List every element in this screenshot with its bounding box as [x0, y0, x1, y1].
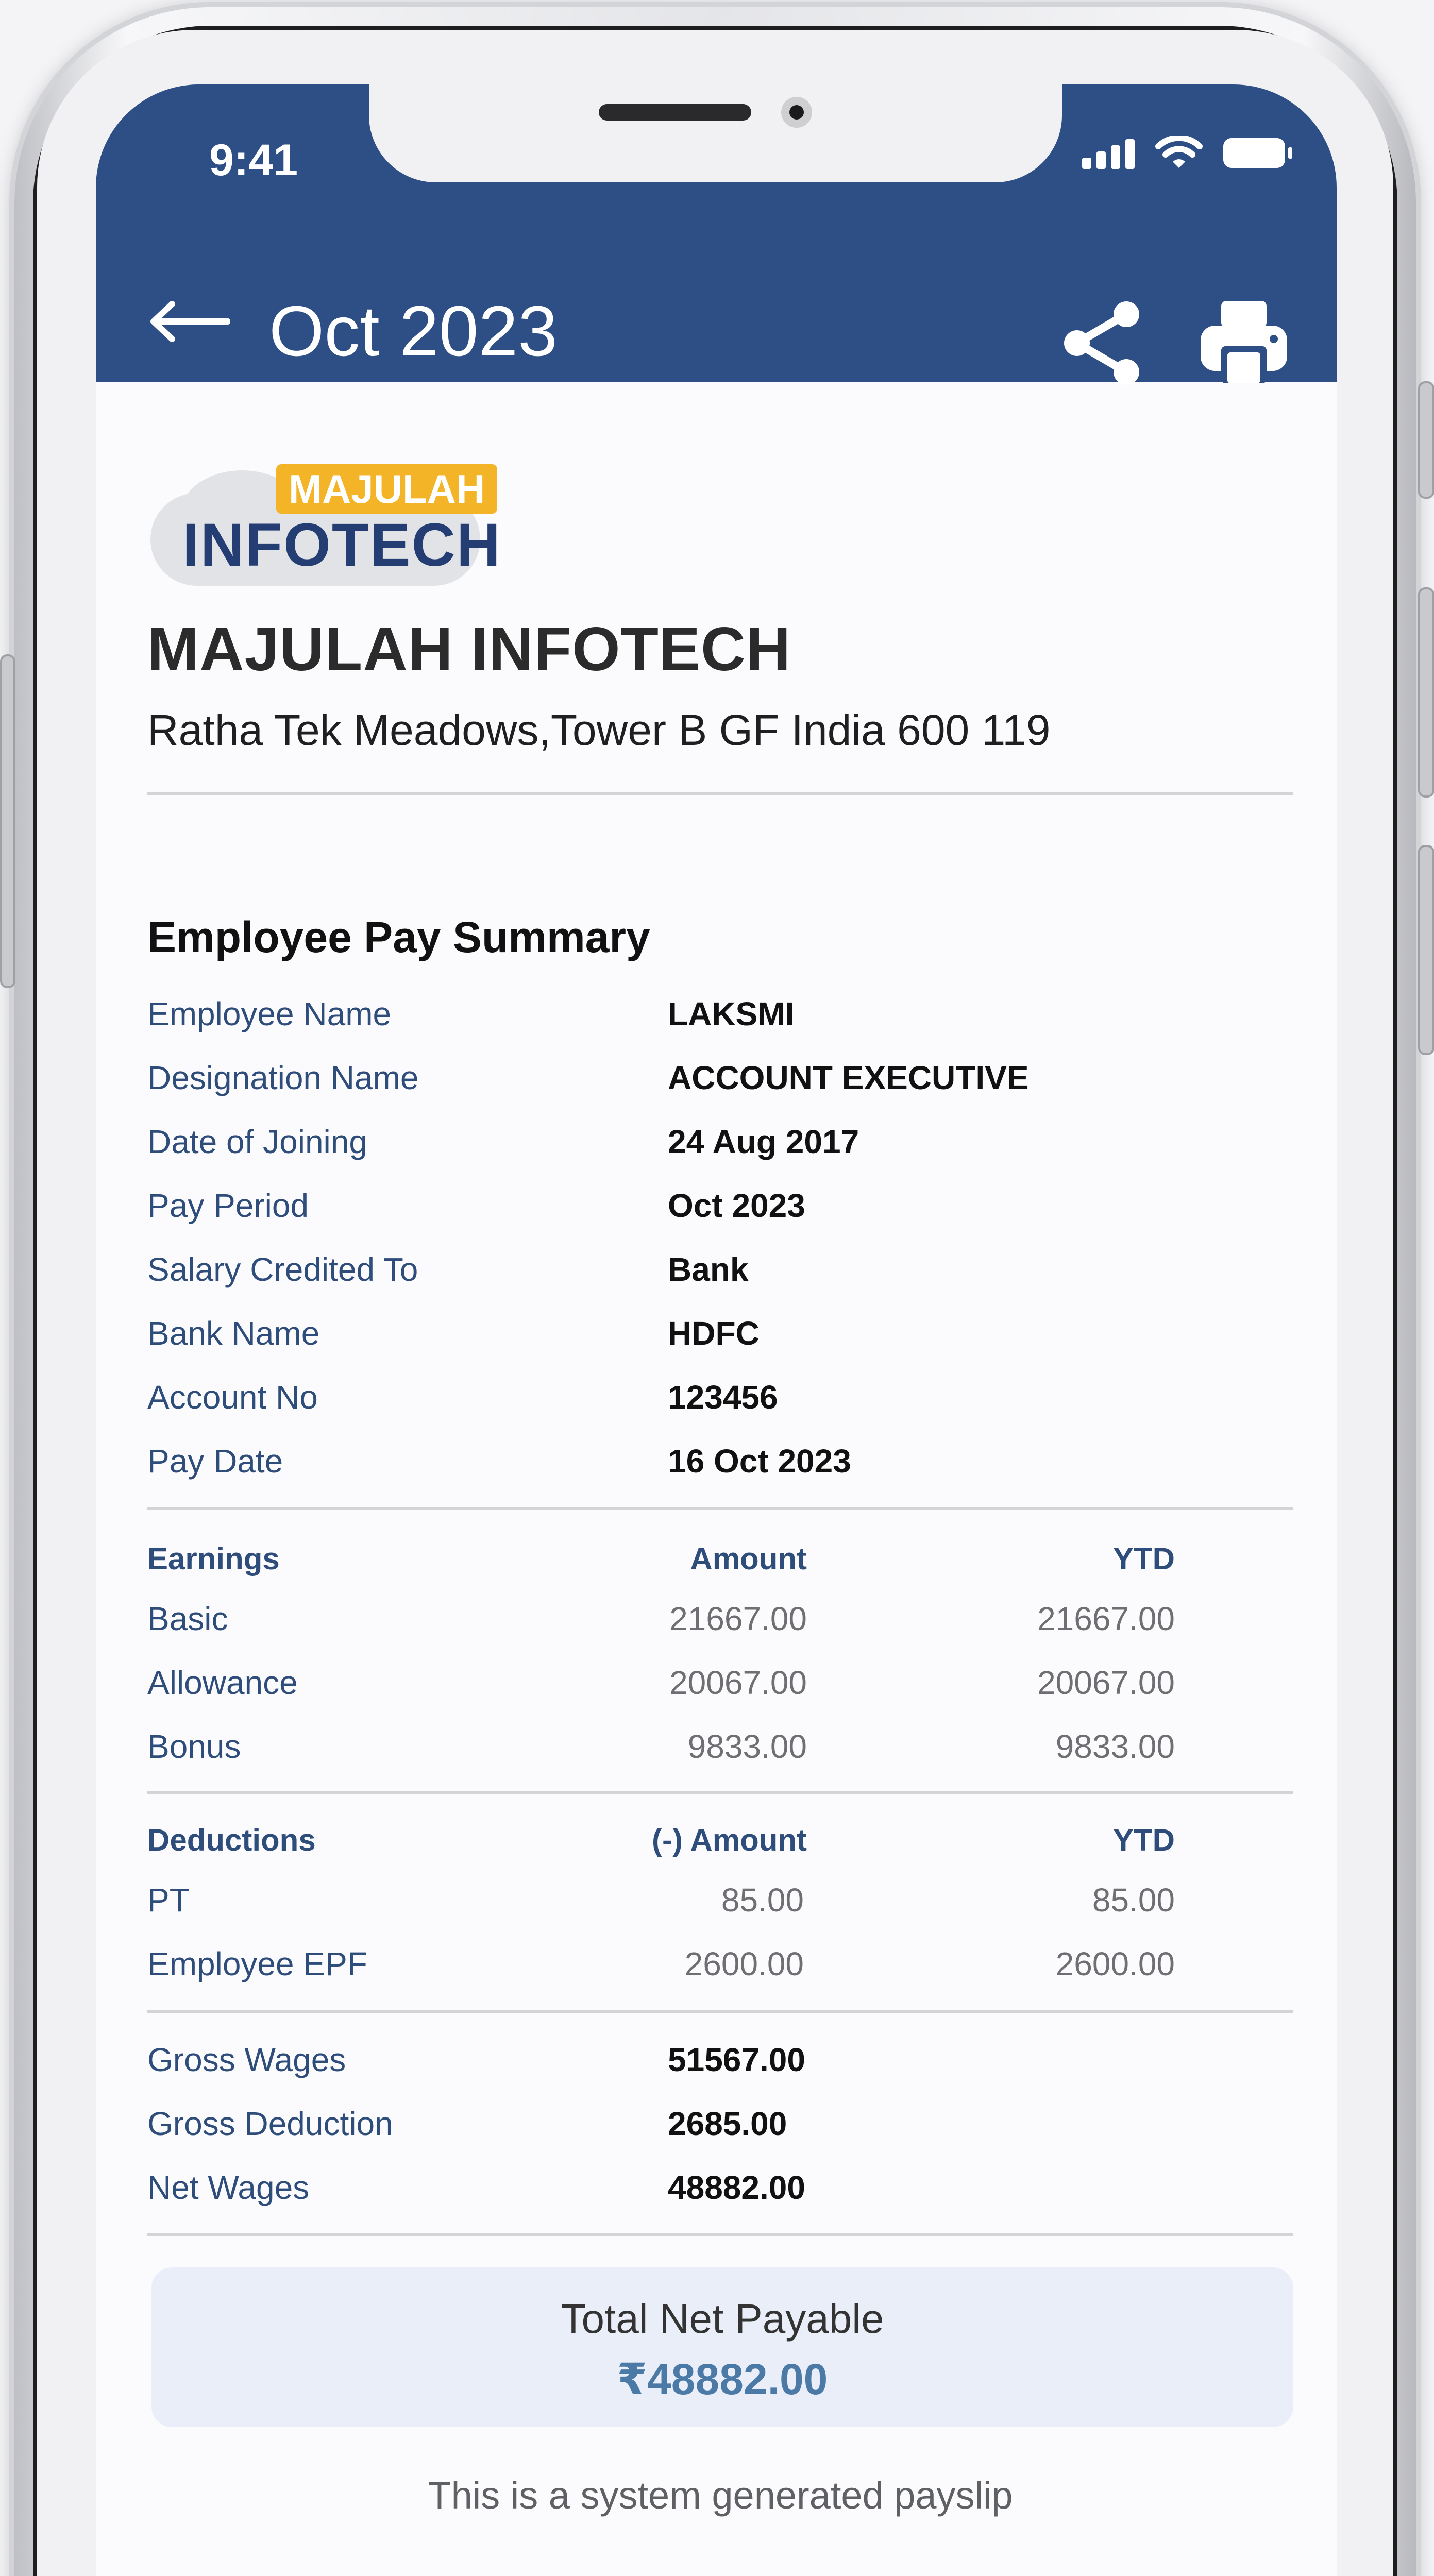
summary-row-pay-period: [147, 1187, 1293, 1250]
summary-value: Oct 2023: [668, 1187, 805, 1224]
summary-row-salary-credited: [147, 1250, 1293, 1314]
status-time: 9:41: [209, 135, 298, 185]
deductions-header-amount: (-) Amount: [652, 1823, 807, 1857]
logo-bottom-text: INFOTECH: [182, 511, 502, 579]
summary-row-pay-date: [147, 1442, 1293, 1506]
deductions-header-label: Deductions: [147, 1823, 316, 1857]
nav-bar: [96, 249, 1337, 378]
summary-label: Pay Date: [147, 1443, 283, 1480]
share-icon[interactable]: [1059, 301, 1144, 385]
net-payable-label: Total Net Payable: [561, 2296, 884, 2342]
earnings-ytd: 21667.00: [1037, 1600, 1175, 1637]
summary-value: 123456: [668, 1379, 778, 1416]
page-title: Oct 2023: [269, 292, 558, 371]
totals-row-net-wages: [147, 2168, 1293, 2232]
earnings-amount: 9833.00: [687, 1728, 807, 1765]
back-arrow-icon[interactable]: [147, 301, 230, 342]
deductions-label: PT: [147, 1882, 190, 1919]
summary-value: ACCOUNT EXECUTIVE: [668, 1059, 1029, 1096]
power-button: [1418, 845, 1434, 1055]
print-icon[interactable]: [1199, 297, 1289, 387]
summary-value: 24 Aug 2017: [668, 1123, 859, 1160]
earnings-label: Bonus: [147, 1728, 241, 1765]
pay-summary-title: Employee Pay Summary: [147, 913, 650, 961]
app-header: [96, 84, 1337, 382]
summary-row-date-of-joining: [147, 1123, 1293, 1187]
divider: [147, 1791, 1293, 1794]
deductions-ytd: 85.00: [1092, 1882, 1175, 1919]
divider: [147, 2010, 1293, 2013]
volume-down-button: [1418, 587, 1434, 798]
summary-row-account-no: [147, 1378, 1293, 1442]
summary-value: Bank: [668, 1251, 749, 1288]
earnings-ytd: 20067.00: [1037, 1664, 1175, 1701]
deductions-amount: 85.00: [721, 1882, 804, 1919]
earnings-header-ytd: YTD: [1113, 1541, 1175, 1576]
summary-label: Bank Name: [147, 1315, 320, 1352]
deductions-amount: 2600.00: [684, 1945, 804, 1982]
summary-value: LAKSMI: [668, 995, 795, 1032]
totals-row-gross-deduction: [147, 2105, 1293, 2168]
divider: [147, 1507, 1293, 1510]
summary-label: Employee Name: [147, 995, 392, 1032]
company-logo: [147, 464, 508, 588]
net-payable-card: [151, 2267, 1293, 2427]
earnings-amount: 21667.00: [669, 1600, 807, 1637]
notch: [369, 84, 1062, 182]
battery-icon: [1223, 138, 1285, 168]
mute-switch: [0, 654, 15, 988]
earnings-label: Allowance: [147, 1664, 298, 1701]
summary-label: Salary Credited To: [147, 1251, 418, 1288]
wifi-icon: [1155, 136, 1203, 170]
company-address: Ratha Tek Meadows,Tower B GF India 600 119: [147, 706, 1051, 754]
front-camera: [781, 97, 812, 128]
deductions-label: Employee EPF: [147, 1945, 367, 1982]
totals-value: 2685.00: [668, 2105, 787, 2142]
summary-row-employee-name: [147, 995, 1293, 1059]
summary-row-designation: [147, 1059, 1293, 1123]
net-payable-amount: ₹48882.00: [617, 2355, 828, 2403]
earnings-label: Basic: [147, 1600, 228, 1637]
earnings-amount: 20067.00: [669, 1664, 807, 1701]
volume-up-button: [1418, 381, 1434, 499]
earnings-header-label: Earnings: [147, 1541, 280, 1576]
logo-top-text: MAJULAH: [276, 464, 497, 514]
divider: [147, 2233, 1293, 2236]
summary-label: Pay Period: [147, 1187, 309, 1224]
summary-label: Designation Name: [147, 1059, 419, 1096]
company-name: MAJULAH INFOTECH: [147, 615, 791, 684]
totals-row-gross-wages: [147, 2041, 1293, 2105]
summary-label: Account No: [147, 1379, 318, 1416]
summary-label: Date of Joining: [147, 1123, 367, 1160]
system-generated-note: This is a system generated payslip: [428, 2474, 1013, 2517]
earnings-header-amount: Amount: [690, 1541, 807, 1576]
earnings-ytd: 9833.00: [1055, 1728, 1175, 1765]
signal-icon: [1082, 137, 1135, 169]
deductions-ytd: 2600.00: [1055, 1945, 1175, 1982]
speaker-grille: [599, 104, 751, 121]
status-icons: [1082, 136, 1285, 170]
totals-label: Gross Wages: [147, 2041, 346, 2078]
deductions-header-ytd: YTD: [1113, 1823, 1175, 1857]
summary-value: HDFC: [668, 1315, 760, 1352]
totals-label: Net Wages: [147, 2169, 310, 2206]
totals-value: 48882.00: [668, 2169, 805, 2206]
summary-row-bank-name: [147, 1314, 1293, 1378]
totals-value: 51567.00: [668, 2041, 805, 2078]
app-screen: [96, 84, 1337, 2576]
divider: [147, 792, 1293, 795]
totals-label: Gross Deduction: [147, 2105, 393, 2142]
summary-value: 16 Oct 2023: [668, 1443, 851, 1480]
